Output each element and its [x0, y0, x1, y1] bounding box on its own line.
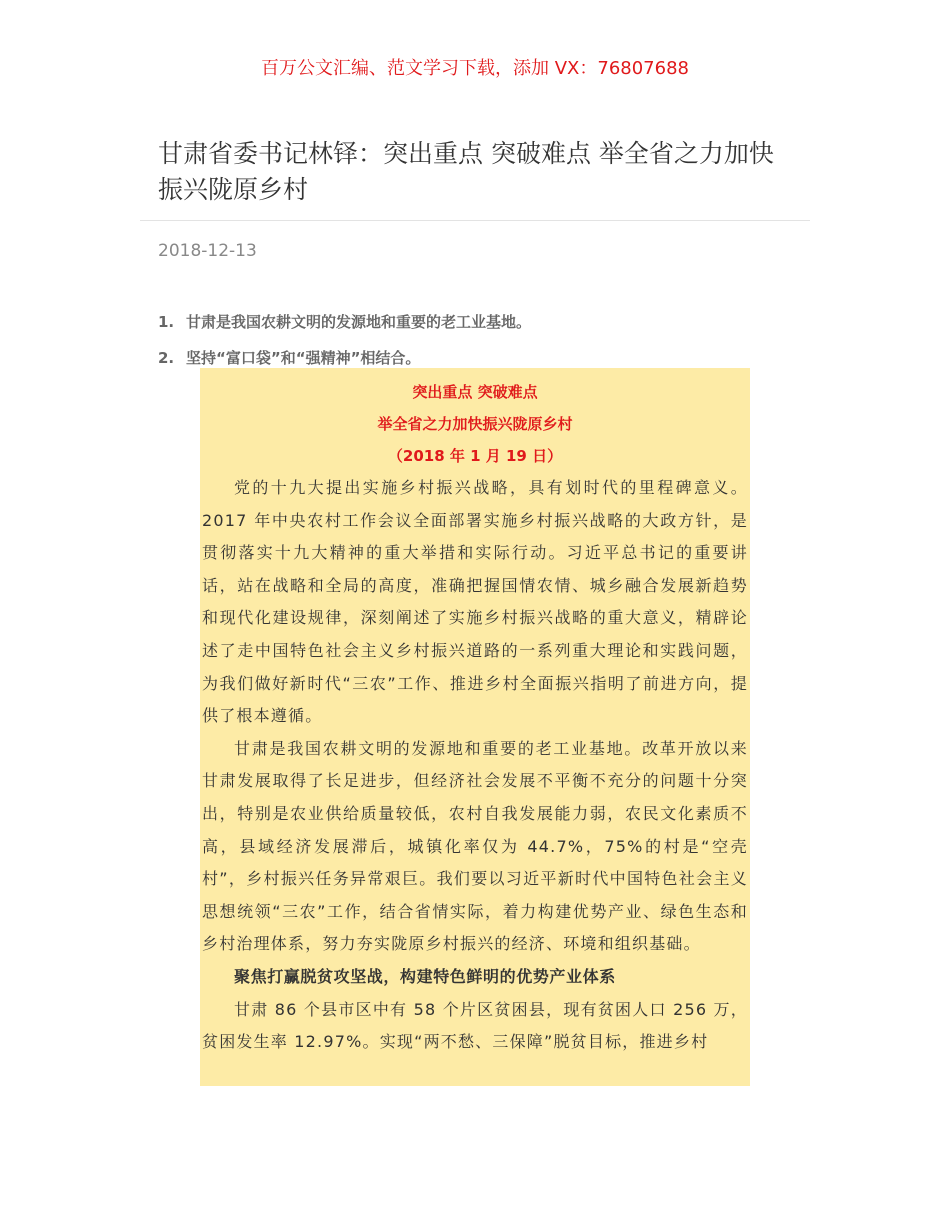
title-divider [140, 220, 810, 221]
article-date: 2018-12-13 [158, 241, 257, 261]
summary-item [158, 310, 758, 334]
document-paragraph: 党的十九大提出实施乡村振兴战略，具有划时代的里程碑意义。2017 年中央农村工作会议全面部署实施乡村振兴战略的大政方针，是贯彻落实十九大精神的重大举措和实际行动。习近平总书记的重要讲话，站在战略和全局的高度，准确把握国情农情、城乡融合发展新趋势和现代化建设规律，深刻阐述了实施乡村振兴战略的重大意义，精辟论述了走中国特色社会主义乡村振兴道路的一系列重大理论和实践问题，为我们做好新时代“三农”工作、推进乡村全面振兴指明了前进方向，提供了根本遵循。 [202, 478, 748, 726]
summary-item [158, 346, 758, 370]
summary-item-number: 2. [158, 349, 175, 367]
summary-item-number: 1. [158, 313, 175, 331]
document-subheading: 聚焦打赢脱贫攻坚战，构建特色鲜明的优势产业体系 [234, 966, 616, 986]
article-title: 甘肃省委书记林铎：突出重点 突破难点 举全省之力加快振兴陇原乡村 [158, 139, 774, 204]
summary-item-text: 甘肃是我国农耕文明的发源地和重要的老工业基地。 [186, 313, 532, 331]
promo-banner: 百万公文汇编、范文学习下载，添加 VX：76807688 [261, 58, 689, 79]
document-image [200, 368, 750, 1086]
document-heading-date: （2018 年 1 月 19 日） [387, 447, 563, 465]
document-paragraph: 甘肃是我国农耕文明的发源地和重要的老工业基地。改革开放以来甘肃发展取得了长足进步，但经济社会发展不平衡不充分的问题十分突出，特别是农业供给质量较低，农村自我发展能力弱，农民文化素质不高，县域经济发展滞后，城镇化率仅为 44.7%，75%的村是“空壳村”，乡村振兴任务异常艰巨。我们要以习近平新时代中国特色社会主义思想统领“三农”工作，结合省情实际，着力构建优势产业、绿色生态和乡村治理体系，努力夯实陇原乡村振兴的经济、环境和组织基础。 [202, 738, 748, 954]
document-heading-line1: 突出重点 突破难点 [412, 383, 538, 401]
document-paragraph: 甘肃 86 个县市区中有 58 个片区贫困县，现有贫困人口 256 万，贫困发生率 12.97%。实现“两不愁、三保障”脱贫目标，推进乡村 [202, 999, 748, 1052]
document-heading-line2: 举全省之力加快振兴陇原乡村 [377, 415, 573, 433]
summary-item-text: 坚持“富口袋”和“强精神”相结合。 [186, 349, 421, 367]
